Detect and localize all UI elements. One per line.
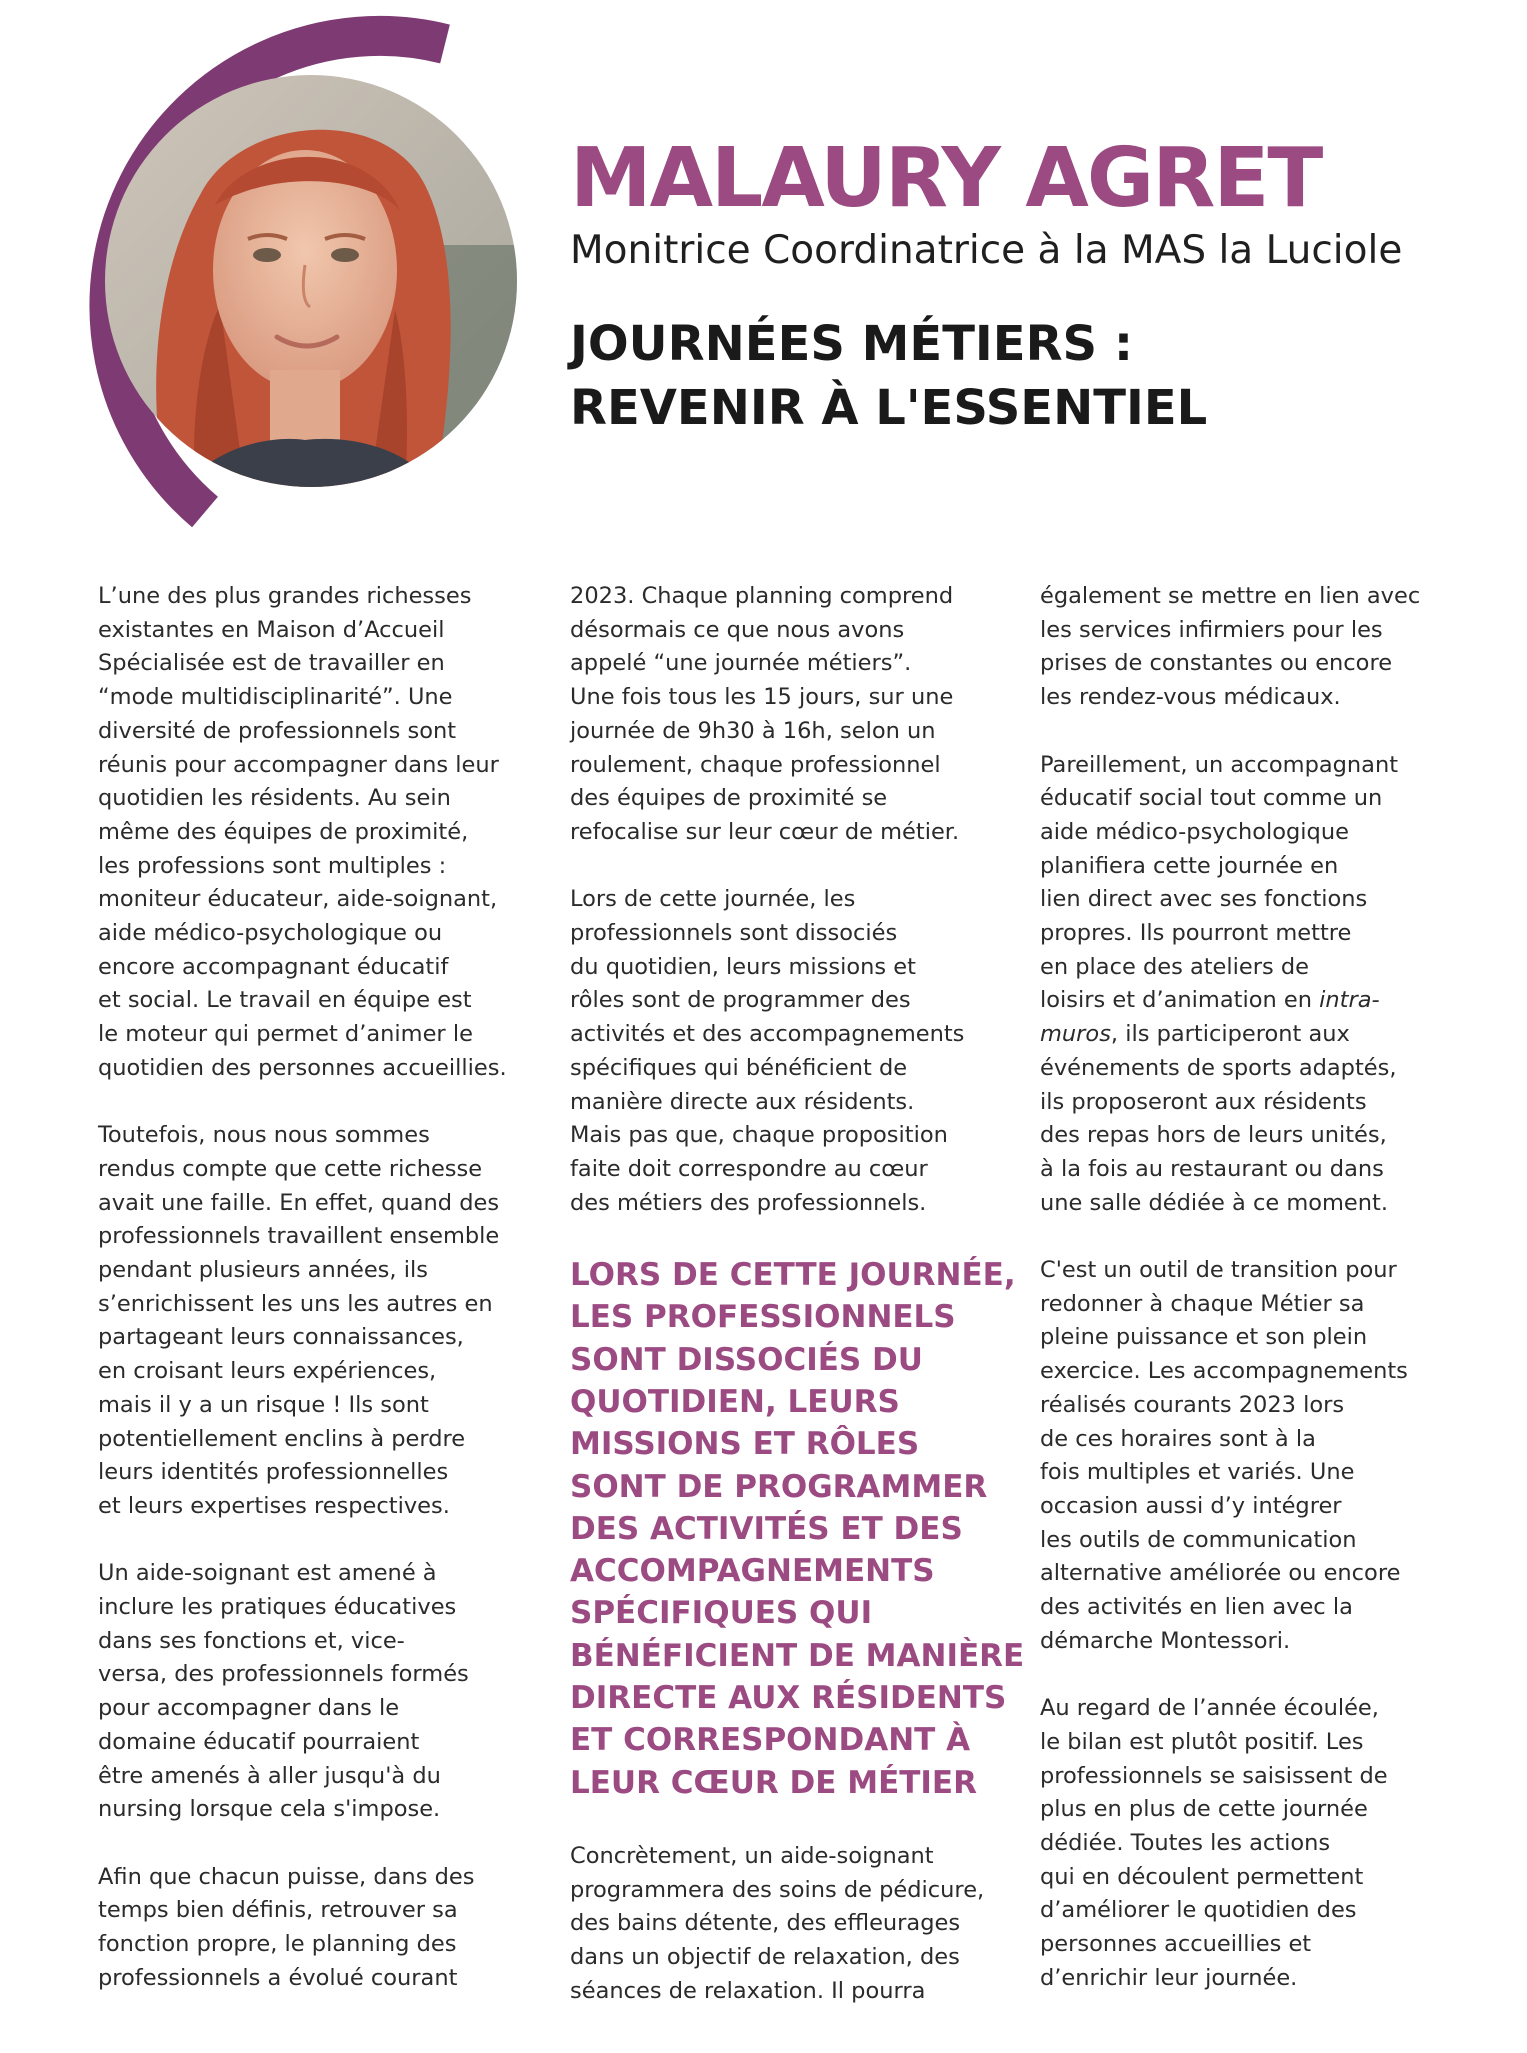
text-line: aide médico-psychologique ou bbox=[98, 920, 443, 947]
text-line: de ces horaires sont à la bbox=[1040, 1425, 1316, 1452]
article-column-3 bbox=[1040, 580, 1420, 2029]
text-line: prises de constantes ou encore bbox=[1040, 650, 1393, 677]
text-line: du quotidien, leurs missions et bbox=[570, 953, 916, 980]
text-line: Au regard de l’année écoulée, bbox=[1040, 1695, 1379, 1722]
text-line: Mais pas que, chaque proposition bbox=[570, 1122, 948, 1149]
text-line: 2023. Chaque planning comprend bbox=[570, 583, 954, 609]
quote-line: DIRECTE AUX RÉSIDENTS bbox=[570, 1680, 1007, 1716]
text-line: les professions sont multiples : bbox=[98, 852, 447, 879]
text-line: Une fois tous les 15 jours, sur une bbox=[570, 684, 954, 711]
pull-quote bbox=[570, 1254, 1024, 1804]
quote-line: QUOTIDIEN, LEURS bbox=[570, 1383, 900, 1420]
text-fragment: loisirs et d’animation en bbox=[1040, 987, 1320, 1014]
author-role: Monitrice Coordinatrice à la MAS la Luciole bbox=[570, 228, 1403, 273]
portrait-photo bbox=[105, 75, 517, 487]
text-line: professionnels a évolué courant bbox=[98, 1964, 458, 1991]
text-line: dans ses fonctions et, vice- bbox=[98, 1627, 405, 1654]
text-line: le moteur qui permet d’animer le bbox=[98, 1021, 473, 1048]
text-line: encore accompagnant éducatif bbox=[98, 953, 449, 980]
text-line: plus en plus de cette journée bbox=[1040, 1796, 1368, 1823]
quote-line: LORS DE CETTE JOURNÉE, bbox=[570, 1257, 1016, 1294]
text-line: dans un objectif de relaxation, des bbox=[570, 1944, 960, 1970]
text-line: leurs identités professionnelles bbox=[98, 1459, 449, 1486]
text-line: des bains détente, des effleurages bbox=[570, 1910, 961, 1937]
text-line: “mode multidisciplinarité”. Une bbox=[98, 684, 453, 711]
text-line: Pareillement, un accompagnant bbox=[1040, 751, 1399, 778]
text-line: rôles sont de programmer des bbox=[570, 987, 911, 1014]
text-line: alternative améliorée ou encore bbox=[1040, 1560, 1401, 1587]
text-line: en place des ateliers de bbox=[1040, 953, 1309, 980]
paragraph bbox=[1040, 749, 1420, 1221]
text-line: journée de 9h30 à 16h, selon un bbox=[570, 717, 936, 744]
paragraph bbox=[98, 1861, 507, 1996]
article-column-2 bbox=[570, 580, 1024, 2042]
text-line: Un aide-soignant est amené à bbox=[98, 1560, 437, 1587]
quote-line: SONT DISSOCIÉS DU bbox=[570, 1341, 923, 1378]
article-column-1 bbox=[98, 580, 507, 2029]
text-line: nursing lorsque cela s'impose. bbox=[98, 1796, 441, 1823]
text-line: lien direct avec ses fonctions bbox=[1040, 886, 1368, 913]
text-fragment: , ils participeront aux bbox=[1110, 1021, 1350, 1048]
text-line: ils proposeront aux résidents bbox=[1040, 1088, 1367, 1115]
text-line: événements de sports adaptés, bbox=[1040, 1054, 1397, 1081]
text-line: d’améliorer le quotidien des bbox=[1040, 1897, 1357, 1924]
text-line: les services infirmiers pour les bbox=[1040, 616, 1383, 643]
paragraph bbox=[1040, 1692, 1420, 1995]
text-line: domaine éducatif pourraient bbox=[98, 1728, 420, 1755]
text-line: propres. Ils pourront mettre bbox=[1040, 920, 1352, 947]
text-line: refocalise sur leur cœur de métier. bbox=[570, 818, 960, 845]
text-line: exercice. Les accompagnements bbox=[1040, 1358, 1408, 1385]
text-line: d’enrichir leur journée. bbox=[1040, 1964, 1298, 1991]
italic-text: muros bbox=[1040, 1021, 1111, 1048]
text-line: s’enrichissent les uns les autres en bbox=[98, 1290, 493, 1317]
text-line: pendant plusieurs années, ils bbox=[98, 1257, 428, 1284]
quote-line: MISSIONS ET RÔLES bbox=[570, 1426, 920, 1463]
text-line: en croisant leurs expériences, bbox=[98, 1358, 437, 1385]
paragraph bbox=[98, 1557, 507, 1827]
italic-text: intra- bbox=[1319, 987, 1380, 1014]
text-line: Toutefois, nous nous sommes bbox=[98, 1122, 430, 1149]
text-line: versa, des professionnels formés bbox=[98, 1661, 469, 1688]
text-line: pleine puissance et son plein bbox=[1040, 1324, 1368, 1351]
text-line: des repas hors de leurs unités, bbox=[1040, 1122, 1387, 1149]
text-line: redonner à chaque Métier sa bbox=[1040, 1290, 1365, 1317]
text-line bbox=[1040, 984, 1420, 1018]
headline-line: JOURNÉES MÉTIERS : bbox=[570, 316, 1134, 372]
text-line: réunis pour accompagner dans leur bbox=[98, 751, 499, 778]
text-line: spécifiques qui bénéficient de bbox=[570, 1054, 908, 1081]
text-line: aide médico-psychologique bbox=[1040, 818, 1349, 845]
quote-line: ACCOMPAGNEMENTS bbox=[570, 1553, 935, 1590]
text-line: roulement, chaque professionnel bbox=[570, 751, 941, 778]
quote-line: SONT DE PROGRAMMER bbox=[570, 1468, 988, 1505]
text-line: planifiera cette journée en bbox=[1040, 852, 1339, 879]
text-line: C'est un outil de transition pour bbox=[1040, 1257, 1397, 1284]
quote-line: DES ACTIVITÉS ET DES bbox=[570, 1510, 963, 1547]
text-line: diversité de professionnels sont bbox=[98, 717, 457, 744]
text-line: activités et des accompagnements bbox=[570, 1021, 965, 1048]
text-line: et social. Le travail en équipe est bbox=[98, 987, 472, 1014]
text-line: partageant leurs connaissances, bbox=[98, 1324, 464, 1351]
text-line: et leurs expertises respectives. bbox=[98, 1492, 450, 1519]
headline-line: REVENIR À L'ESSENTIEL bbox=[570, 380, 1208, 436]
text-line: mais il y a un risque ! Ils sont bbox=[98, 1391, 429, 1418]
text-line: manière directe aux résidents. bbox=[570, 1088, 915, 1115]
text-line: potentiellement enclins à perdre bbox=[98, 1425, 466, 1452]
text-line: inclure les pratiques éducatives bbox=[98, 1594, 457, 1621]
paragraph bbox=[570, 883, 1024, 1220]
text-line: qui en découlent permettent bbox=[1040, 1863, 1364, 1890]
text-line: programmera des soins de pédicure, bbox=[570, 1876, 985, 1903]
text-line: fois multiples et variés. Une bbox=[1040, 1459, 1355, 1486]
text-line: dédiée. Toutes les actions bbox=[1040, 1829, 1331, 1856]
text-line: les rendez-vous médicaux. bbox=[1040, 684, 1341, 711]
text-line: une salle dédiée à ce moment. bbox=[1040, 1189, 1389, 1216]
text-line: pour accompagner dans le bbox=[98, 1695, 400, 1722]
quote-line: BÉNÉFICIENT DE MANIÈRE bbox=[570, 1637, 1025, 1674]
author-name: MALAURY AGRET bbox=[570, 131, 1322, 226]
text-line: professionnels travaillent ensemble bbox=[98, 1223, 500, 1250]
article-headline bbox=[570, 312, 1207, 440]
text-line: professionnels sont dissociés bbox=[570, 920, 898, 947]
text-line: faite doit correspondre au cœur bbox=[570, 1155, 928, 1182]
paragraph bbox=[98, 1119, 507, 1523]
text-line: les outils de communication bbox=[1040, 1526, 1357, 1553]
text-line: réalisés courants 2023 lors bbox=[1040, 1391, 1345, 1418]
text-line: Spécialisée est de travailler en bbox=[98, 650, 445, 677]
paragraph bbox=[1040, 580, 1420, 715]
text-line: être amenés à aller jusqu'à du bbox=[98, 1762, 441, 1789]
text-line: appelé “une journée métiers”. bbox=[570, 650, 912, 677]
paragraph bbox=[570, 580, 1024, 850]
text-line: Concrètement, un aide-soignant bbox=[570, 1842, 934, 1869]
text-line: séances de relaxation. Il pourra bbox=[570, 1977, 926, 2004]
text-line: professionnels se saisissent de bbox=[1040, 1762, 1388, 1789]
text-line: démarche Montessori. bbox=[1040, 1627, 1291, 1654]
text-line: à la fois au restaurant ou dans bbox=[1040, 1155, 1384, 1182]
text-line: Lors de cette journée, les bbox=[570, 886, 856, 913]
text-line: désormais ce que nous avons bbox=[570, 616, 905, 643]
text-line: moniteur éducateur, aide-soignant, bbox=[98, 886, 498, 913]
text-line: quotidien des personnes accueillies. bbox=[98, 1054, 507, 1081]
paragraph bbox=[98, 580, 507, 1086]
quote-line: ET CORRESPONDANT À bbox=[570, 1722, 971, 1759]
text-line: avait une faille. En effet, quand des bbox=[98, 1189, 500, 1216]
text-line: des métiers des professionnels. bbox=[570, 1189, 927, 1216]
quote-line: SPÉCIFIQUES QUI bbox=[570, 1595, 873, 1632]
text-line: fonction propre, le planning des bbox=[98, 1931, 457, 1958]
text-line: temps bien définis, retrouver sa bbox=[98, 1897, 458, 1924]
text-line: L’une des plus grandes richesses bbox=[98, 583, 472, 609]
text-line: même des équipes de proximité, bbox=[98, 818, 469, 845]
text-line: rendus compte que cette richesse bbox=[98, 1155, 483, 1182]
text-line: des activités en lien avec la bbox=[1040, 1594, 1353, 1621]
paragraph bbox=[570, 1840, 1024, 2009]
text-line: éducatif social tout comme un bbox=[1040, 785, 1383, 812]
quote-line: LEUR CŒUR DE MÉTIER bbox=[570, 1764, 977, 1801]
text-line: le bilan est plutôt positif. Les bbox=[1040, 1728, 1364, 1755]
text-line: des équipes de proximité se bbox=[570, 785, 888, 812]
paragraph bbox=[1040, 1254, 1420, 1658]
text-line: Afin que chacun puisse, dans des bbox=[98, 1863, 475, 1890]
text-line: existantes en Maison d’Accueil bbox=[98, 616, 445, 643]
text-line: quotidien les résidents. Au sein bbox=[98, 785, 451, 812]
text-line: également se mettre en lien avec bbox=[1040, 583, 1421, 609]
text-line bbox=[1040, 1018, 1420, 1052]
text-line: occasion aussi d’y intégrer bbox=[1040, 1492, 1342, 1519]
quote-line: LES PROFESSIONNELS bbox=[570, 1299, 956, 1336]
text-line: personnes accueillies et bbox=[1040, 1931, 1312, 1958]
